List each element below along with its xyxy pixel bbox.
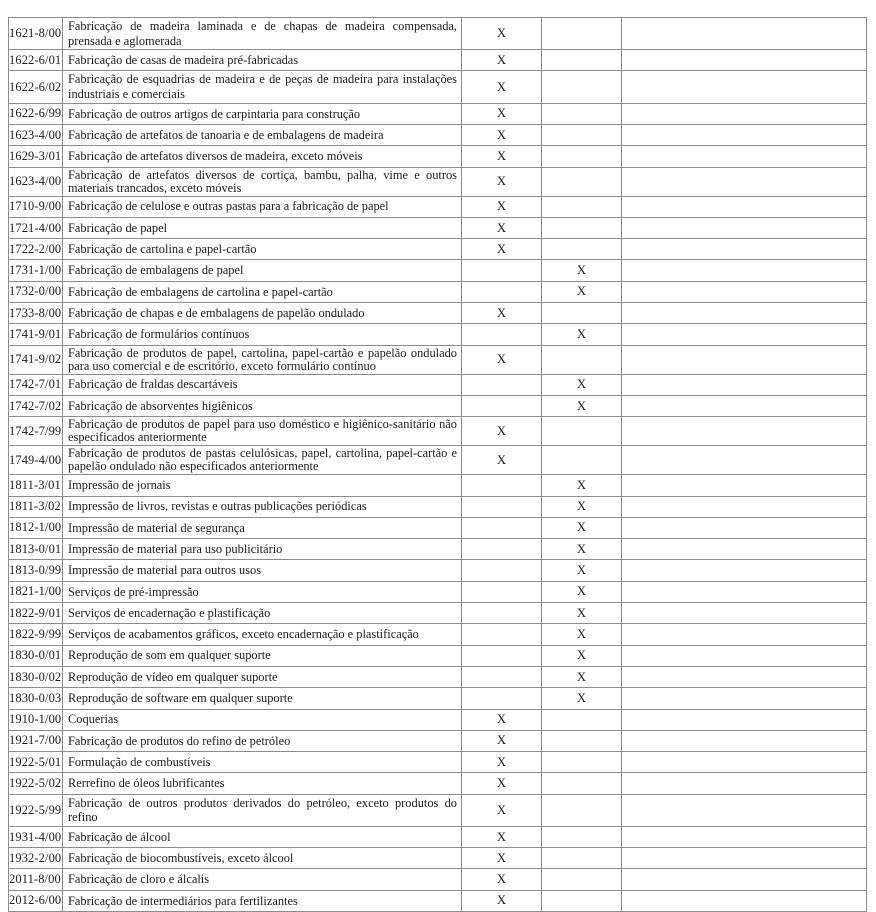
mark-cell-column-1 [462, 260, 542, 281]
mark-cell-column-2: X [542, 395, 622, 416]
empty-cell [622, 303, 867, 324]
mark-cell-column-2: X [542, 624, 622, 645]
mark-cell-column-2 [542, 239, 622, 260]
mark-cell-column-2: X [542, 517, 622, 538]
description-text: Fabricação de artefatos de tanoaria e de embalagens de madeira [68, 127, 384, 142]
empty-cell [622, 103, 867, 124]
empty-cell [622, 645, 867, 666]
mark-cell-column-1: X [462, 417, 542, 446]
mark-cell-column-2 [542, 345, 622, 374]
mark-cell-column-1: X [462, 730, 542, 751]
cnae-classification-table [8, 17, 867, 912]
mark-cell-column-1: X [462, 50, 542, 71]
table-row [9, 709, 867, 730]
mark-cell-column-2 [542, 71, 622, 103]
empty-cell [622, 794, 867, 826]
mark-cell-column-1 [462, 645, 542, 666]
table-row [9, 517, 867, 538]
empty-cell [622, 374, 867, 395]
description-cell [63, 446, 462, 475]
code-cell: 1623-4/00 [9, 124, 63, 145]
mark-cell-column-1: X [462, 196, 542, 217]
description-cell [63, 50, 462, 71]
mark-cell-column-1: X [462, 303, 542, 324]
description-text: Fabricação de outros artigos de carpintaria para construção [68, 106, 361, 121]
table-body [9, 18, 867, 912]
table-row [9, 239, 867, 260]
description-text: Fabricação de produtos de papel para uso doméstico e higiênico-sanitário não especificados anteriormente [68, 417, 457, 445]
table-row [9, 581, 867, 602]
mark-cell-column-1 [462, 581, 542, 602]
empty-cell [622, 446, 867, 475]
description-cell [63, 324, 462, 345]
description-text: Formulação de combustíveis [68, 754, 211, 769]
empty-cell [622, 475, 867, 496]
mark-cell-column-1 [462, 688, 542, 709]
empty-cell [622, 539, 867, 560]
code-cell: 1811-3/01 [9, 475, 63, 496]
empty-cell [622, 324, 867, 345]
description-cell [63, 517, 462, 538]
mark-cell-column-2: X [542, 539, 622, 560]
mark-cell-column-1: X [462, 345, 542, 374]
description-text: Serviços de acabamentos gráficos, exceto encadernação e plastificação [68, 627, 419, 642]
description-text: Fabricação de artefatos diversos de cortiça, bambu, palha, vime e outros materiais trancados, exceto móveis [68, 167, 457, 195]
description-cell [63, 281, 462, 302]
empty-cell [622, 417, 867, 446]
mark-cell-column-2 [542, 446, 622, 475]
mark-cell-column-1: X [462, 146, 542, 167]
description-text: Impressão de jornais [68, 478, 171, 493]
description-text: Fabricação de madeira laminada e de chapas de madeira compensada, prensada e aglomerada [68, 19, 457, 48]
empty-cell [622, 709, 867, 730]
mark-cell-column-2 [542, 826, 622, 847]
table-row [9, 217, 867, 238]
table-row [9, 196, 867, 217]
table-row [9, 103, 867, 124]
mark-cell-column-2 [542, 773, 622, 794]
description-text: Fabricação de cloro e álcalis [68, 872, 210, 887]
table-row [9, 624, 867, 645]
table-row [9, 345, 867, 374]
mark-cell-column-1 [462, 539, 542, 560]
mark-cell-column-1 [462, 281, 542, 302]
empty-cell [622, 890, 867, 911]
description-text: Fabricação de embalagens de cartolina e papel-cartão [68, 284, 333, 299]
mark-cell-column-2: X [542, 281, 622, 302]
mark-cell-column-1: X [462, 239, 542, 260]
description-text: Fabricação de intermediários para fertilizantes [68, 893, 298, 908]
description-cell [63, 374, 462, 395]
mark-cell-column-2: X [542, 645, 622, 666]
description-cell [63, 167, 462, 196]
description-cell [63, 303, 462, 324]
code-cell: 1622-6/02 [9, 71, 63, 103]
code-cell: 1813-0/01 [9, 539, 63, 560]
mark-cell-column-1: X [462, 794, 542, 826]
mark-cell-column-2 [542, 50, 622, 71]
mark-cell-column-1 [462, 324, 542, 345]
table-row [9, 496, 867, 517]
description-text: Fabricação de biocombustíveis, exceto álcool [68, 851, 294, 866]
description-cell [63, 103, 462, 124]
mark-cell-column-2 [542, 709, 622, 730]
mark-cell-column-2: X [542, 666, 622, 687]
description-cell [63, 71, 462, 103]
mark-cell-column-1 [462, 666, 542, 687]
table-row [9, 773, 867, 794]
table-row [9, 730, 867, 751]
mark-cell-column-2: X [542, 603, 622, 624]
table-row [9, 324, 867, 345]
mark-cell-column-1 [462, 624, 542, 645]
description-cell [63, 848, 462, 869]
mark-cell-column-2 [542, 869, 622, 890]
table-row [9, 303, 867, 324]
description-cell [63, 666, 462, 687]
table-row [9, 603, 867, 624]
description-text: Fabricação de produtos de papel, cartolina, papel-cartão e papelão ondulado para uso comercial e de escritório, exceto formulário contínuo [68, 345, 457, 373]
description-text: Fabricação de celulose e outras pastas para a fabricação de papel [68, 199, 389, 214]
mark-cell-column-2 [542, 794, 622, 826]
code-cell: 1731-1/00 [9, 260, 63, 281]
description-cell [63, 773, 462, 794]
mark-cell-column-2: X [542, 260, 622, 281]
description-text: Fabricação de artefatos diversos de madeira, exceto móveis [68, 149, 363, 164]
empty-cell [622, 688, 867, 709]
empty-cell [622, 666, 867, 687]
mark-cell-column-1: X [462, 71, 542, 103]
description-cell [63, 752, 462, 773]
mark-cell-column-1: X [462, 167, 542, 196]
mark-cell-column-1: X [462, 124, 542, 145]
table-row [9, 260, 867, 281]
empty-cell [622, 124, 867, 145]
code-cell: 1921-7/00 [9, 730, 63, 751]
empty-cell [622, 496, 867, 517]
mark-cell-column-1 [462, 560, 542, 581]
mark-cell-column-1: X [462, 773, 542, 794]
mark-cell-column-1 [462, 517, 542, 538]
code-cell: 1922-5/99 [9, 794, 63, 826]
table-row [9, 539, 867, 560]
code-cell: 1822-9/01 [9, 603, 63, 624]
code-cell: 1710-9/00 [9, 196, 63, 217]
code-cell: 1830-0/01 [9, 645, 63, 666]
description-cell [63, 869, 462, 890]
code-cell: 1741-9/01 [9, 324, 63, 345]
mark-cell-column-2: X [542, 688, 622, 709]
empty-cell [622, 239, 867, 260]
description-cell [63, 709, 462, 730]
mark-cell-column-2 [542, 752, 622, 773]
table-row [9, 18, 867, 50]
code-cell: 1910-1/00 [9, 709, 63, 730]
description-cell [63, 146, 462, 167]
table-row [9, 50, 867, 71]
code-cell: 1821-1/00 [9, 581, 63, 602]
empty-cell [622, 395, 867, 416]
description-text: Impressão de livros, revistas e outras publicações periódicas [68, 499, 367, 514]
mark-cell-column-1: X [462, 752, 542, 773]
description-cell [63, 18, 462, 50]
table-row [9, 281, 867, 302]
empty-cell [622, 581, 867, 602]
mark-cell-column-1: X [462, 217, 542, 238]
mark-cell-column-2 [542, 730, 622, 751]
table-row [9, 146, 867, 167]
mark-cell-column-1 [462, 395, 542, 416]
description-cell [63, 417, 462, 446]
table-row [9, 395, 867, 416]
description-cell [63, 560, 462, 581]
mark-cell-column-1 [462, 603, 542, 624]
code-cell: 1932-2/00 [9, 848, 63, 869]
description-cell [63, 496, 462, 517]
empty-cell [622, 50, 867, 71]
code-cell: 1742-7/02 [9, 395, 63, 416]
empty-cell [622, 869, 867, 890]
description-cell [63, 826, 462, 847]
empty-cell [622, 167, 867, 196]
description-text: Fabricação de produtos do refino de petróleo [68, 733, 291, 748]
mark-cell-column-1: X [462, 103, 542, 124]
description-cell [63, 260, 462, 281]
description-cell [63, 196, 462, 217]
code-cell: 1922-5/01 [9, 752, 63, 773]
description-text: Coquerias [68, 712, 119, 727]
table-row [9, 869, 867, 890]
description-cell [63, 217, 462, 238]
code-cell: 1721-4/00 [9, 217, 63, 238]
mark-cell-column-1: X [462, 826, 542, 847]
mark-cell-column-1: X [462, 18, 542, 50]
code-cell: 1733-8/00 [9, 303, 63, 324]
description-text: Impressão de material para uso publicitário [68, 541, 283, 556]
empty-cell [622, 560, 867, 581]
mark-cell-column-2: X [542, 581, 622, 602]
mark-cell-column-2: X [542, 475, 622, 496]
table-row [9, 124, 867, 145]
mark-cell-column-2 [542, 103, 622, 124]
description-text: Fabricação de fraldas descartáveis [68, 377, 238, 392]
mark-cell-column-2 [542, 417, 622, 446]
description-cell [63, 624, 462, 645]
mark-cell-column-1: X [462, 709, 542, 730]
description-cell [63, 239, 462, 260]
table-row [9, 645, 867, 666]
description-text: Fabricação de chapas e de embalagens de papelão ondulado [68, 305, 365, 320]
mark-cell-column-1 [462, 475, 542, 496]
description-text: Impressão de material de segurança [68, 520, 245, 535]
description-cell [63, 688, 462, 709]
table-row [9, 688, 867, 709]
code-cell: 1622-6/99 [9, 103, 63, 124]
empty-cell [622, 260, 867, 281]
mark-cell-column-1 [462, 496, 542, 517]
table-row [9, 826, 867, 847]
mark-cell-column-1: X [462, 890, 542, 911]
empty-cell [622, 848, 867, 869]
table-row [9, 848, 867, 869]
table-row [9, 167, 867, 196]
description-cell [63, 890, 462, 911]
code-cell: 1621-8/00 [9, 18, 63, 50]
code-cell: 1813-0/99 [9, 560, 63, 581]
table-row [9, 446, 867, 475]
description-text: Fabricação de álcool [68, 829, 171, 844]
code-cell: 1742-7/99 [9, 417, 63, 446]
code-cell: 1741-9/02 [9, 345, 63, 374]
description-text: Serviços de pré-impressão [68, 584, 199, 599]
document-page [0, 17, 876, 906]
table-row [9, 560, 867, 581]
empty-cell [622, 826, 867, 847]
description-cell [63, 603, 462, 624]
code-cell: 1623-4/00 [9, 167, 63, 196]
mark-cell-column-1 [462, 374, 542, 395]
table-row [9, 475, 867, 496]
description-cell [63, 124, 462, 145]
table-row [9, 794, 867, 826]
table-row [9, 752, 867, 773]
code-cell: 1722-2/00 [9, 239, 63, 260]
description-cell [63, 794, 462, 826]
description-cell [63, 345, 462, 374]
code-cell: 1742-7/01 [9, 374, 63, 395]
mark-cell-column-2 [542, 124, 622, 145]
empty-cell [622, 773, 867, 794]
description-cell [63, 581, 462, 602]
description-text: Fabricação de formulários contínuos [68, 327, 250, 342]
code-cell: 1822-9/99 [9, 624, 63, 645]
code-cell: 1622-6/01 [9, 50, 63, 71]
empty-cell [622, 603, 867, 624]
mark-cell-column-2 [542, 146, 622, 167]
description-text: Fabricação de outros produtos derivados do petróleo, exceto produtos do refino [68, 795, 457, 825]
mark-cell-column-2 [542, 18, 622, 50]
code-cell: 1811-3/02 [9, 496, 63, 517]
code-cell: 1830-0/03 [9, 688, 63, 709]
mark-cell-column-1: X [462, 848, 542, 869]
description-text: Fabricação de esquadrias de madeira e de peças de madeira para instalações industriais e comerciais [68, 72, 457, 102]
mark-cell-column-2: X [542, 324, 622, 345]
empty-cell [622, 281, 867, 302]
mark-cell-column-2 [542, 890, 622, 911]
description-text: Impressão de material para outros usos [68, 563, 262, 578]
description-text: Fabricação de produtos de pastas celulósicas, papel, cartolina, papel-cartão e papelão ondulado não especificados anteriormente [68, 446, 457, 474]
table-row [9, 890, 867, 911]
mark-cell-column-1: X [462, 869, 542, 890]
code-cell: 1812-1/00 [9, 517, 63, 538]
description-text: Reprodução de som em qualquer suporte [68, 648, 271, 663]
description-cell [63, 539, 462, 560]
code-cell: 1922-5/02 [9, 773, 63, 794]
empty-cell [622, 18, 867, 50]
table-row [9, 417, 867, 446]
description-text: Reprodução de vídeo em qualquer suporte [68, 669, 278, 684]
empty-cell [622, 730, 867, 751]
description-cell [63, 475, 462, 496]
mark-cell-column-2 [542, 167, 622, 196]
description-text: Reprodução de software em qualquer suporte [68, 691, 293, 706]
empty-cell [622, 517, 867, 538]
table-row [9, 666, 867, 687]
empty-cell [622, 624, 867, 645]
description-cell [63, 645, 462, 666]
description-text: Fabricação de cartolina e papel-cartão [68, 242, 257, 256]
code-cell: 2012-6/00 [9, 890, 63, 911]
mark-cell-column-2 [542, 848, 622, 869]
description-text: Fabricação de absorventes higiênicos [68, 398, 253, 413]
code-cell: 1749-4/00 [9, 446, 63, 475]
table-row [9, 374, 867, 395]
description-text: Fabricação de papel [68, 220, 168, 235]
code-cell: 1629-3/01 [9, 146, 63, 167]
mark-cell-column-2 [542, 303, 622, 324]
table-row [9, 71, 867, 103]
description-cell [63, 395, 462, 416]
mark-cell-column-1: X [462, 446, 542, 475]
description-text: Fabricação de casas de madeira pré-fabricadas [68, 53, 299, 68]
code-cell: 1931-4/00 [9, 826, 63, 847]
empty-cell [622, 71, 867, 103]
code-cell: 1830-0/02 [9, 666, 63, 687]
description-text: Rerrefino de óleos lubrificantes [68, 776, 225, 791]
code-cell: 1732-0/00 [9, 281, 63, 302]
code-cell: 2011-8/00 [9, 869, 63, 890]
mark-cell-column-2: X [542, 496, 622, 517]
mark-cell-column-2: X [542, 560, 622, 581]
description-cell [63, 730, 462, 751]
empty-cell [622, 345, 867, 374]
empty-cell [622, 196, 867, 217]
empty-cell [622, 752, 867, 773]
mark-cell-column-2 [542, 196, 622, 217]
empty-cell [622, 217, 867, 238]
mark-cell-column-2: X [542, 374, 622, 395]
description-text: Serviços de encadernação e plastificação [68, 605, 271, 620]
description-text: Fabricação de embalagens de papel [68, 263, 244, 278]
empty-cell [622, 146, 867, 167]
mark-cell-column-2 [542, 217, 622, 238]
